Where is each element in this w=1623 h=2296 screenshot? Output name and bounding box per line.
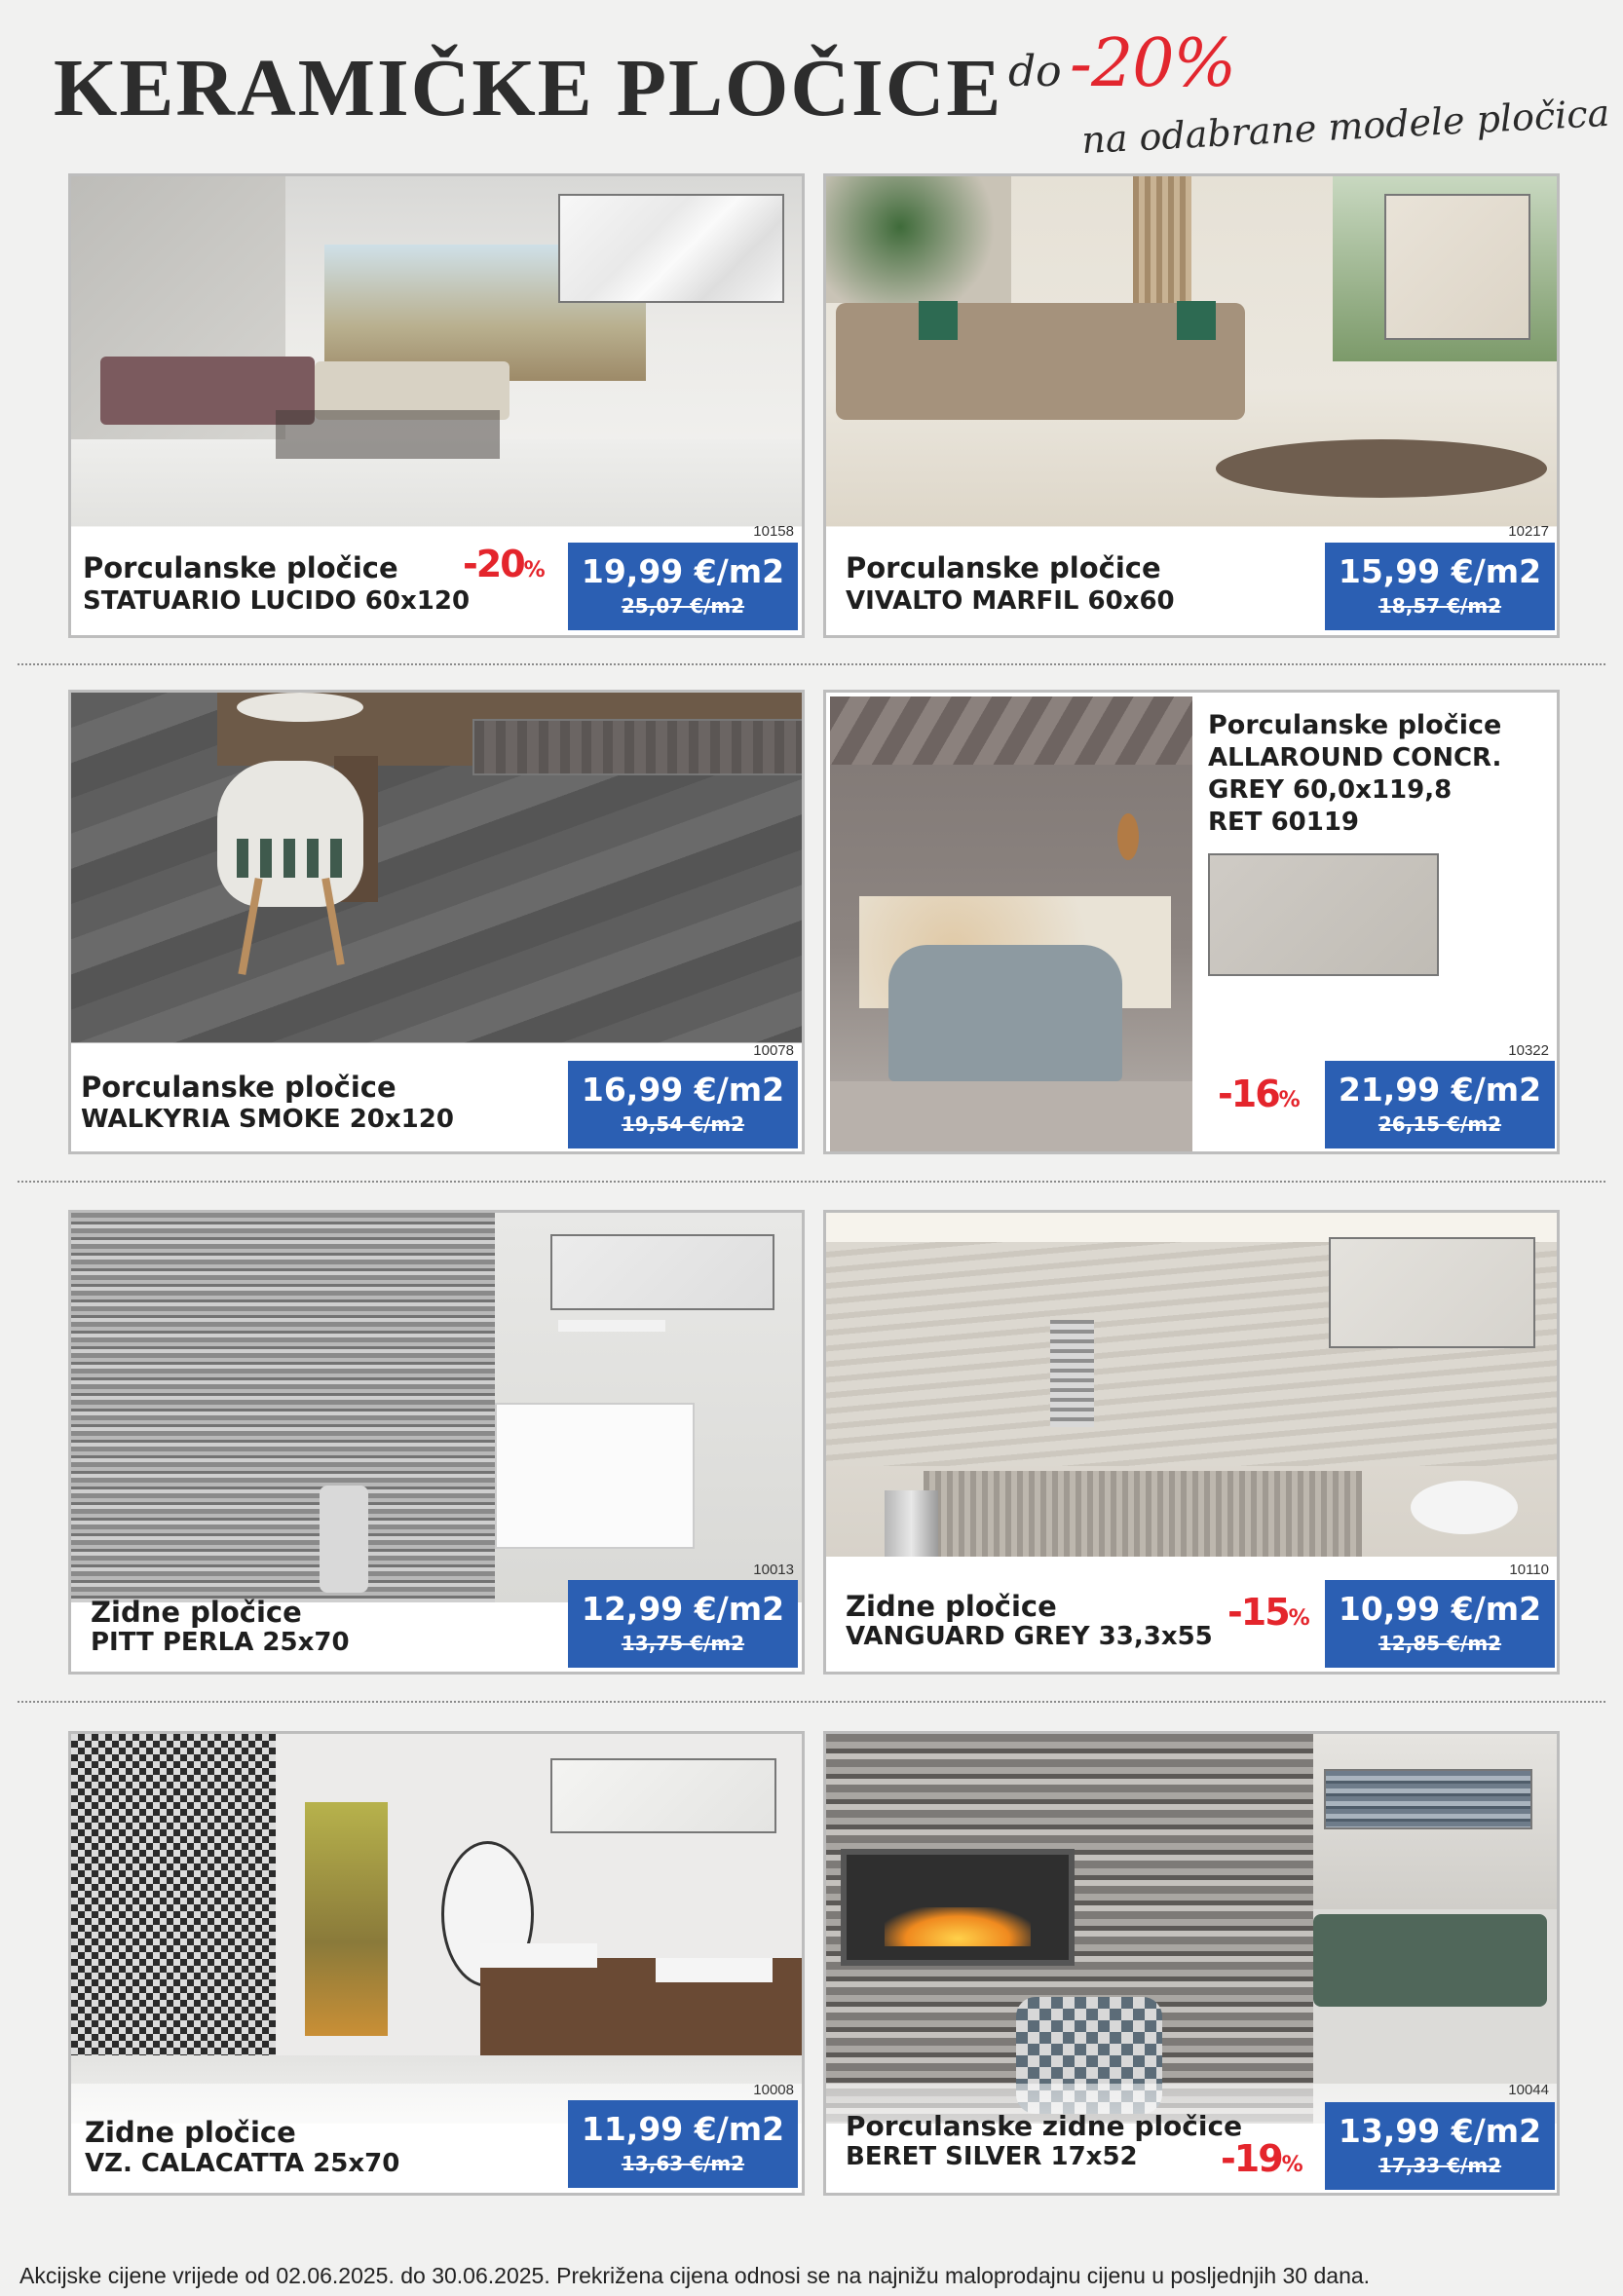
product-type: Zidne pločice [846, 1590, 1057, 1623]
price-box [1325, 1580, 1555, 1668]
product-code: 10008 [753, 2082, 794, 2098]
promo-subtitle: na odabrane modele pločica [1080, 91, 1611, 163]
old-price: 25,07 €/m2 [621, 594, 745, 618]
tile-swatch [558, 194, 784, 303]
product-name: ALLAROUND CONCR. [1208, 743, 1502, 772]
product-code: 10110 [1509, 1562, 1549, 1578]
product-type: Porculanske pločice [846, 551, 1161, 584]
old-price: 13,75 €/m2 [621, 1632, 745, 1655]
row-divider [18, 663, 1605, 665]
price-box [1325, 1061, 1555, 1148]
price-box [1325, 543, 1555, 630]
product-name: BERET SILVER 17x52 [846, 2142, 1138, 2171]
product-type: Zidne pločice [85, 2116, 296, 2149]
product-card[interactable] [68, 1210, 805, 1675]
old-price: 26,15 €/m2 [1378, 1112, 1502, 1136]
product-type: Porculanske pločice [83, 551, 398, 584]
page-title: KERAMIČKE PLOČICE [54, 43, 1003, 133]
discount-badge: -16% [1218, 1073, 1301, 1115]
product-name: PITT PERLA 25x70 [91, 1628, 350, 1657]
product-card[interactable] [823, 690, 1560, 1154]
product-name: VANGUARD GREY 33,3x55 [846, 1622, 1213, 1651]
product-type: Zidne pločice [91, 1596, 302, 1629]
discount-badge: -20% [463, 543, 546, 585]
tile-swatch [1208, 853, 1439, 976]
product-card[interactable] [823, 1731, 1560, 2196]
promo-prefix: do [1008, 47, 1062, 96]
price: 13,99 €/m2 [1338, 2112, 1542, 2150]
product-code: 10044 [1508, 2082, 1549, 2098]
tile-swatch [472, 719, 804, 775]
product-type: Porculanske pločice [1208, 710, 1502, 740]
tile-swatch [550, 1234, 774, 1310]
price: 12,99 €/m2 [581, 1590, 785, 1628]
product-code: 10158 [753, 523, 794, 540]
old-price: 13,63 €/m2 [621, 2152, 745, 2175]
price-box [568, 1580, 798, 1668]
product-name: VZ. CALACATTA 25x70 [85, 2149, 400, 2178]
product-card[interactable] [68, 1731, 805, 2196]
product-name: GREY 60,0x119,8 [1208, 775, 1453, 805]
product-photo [830, 696, 1192, 1152]
discount-badge: -15% [1227, 1591, 1310, 1634]
old-price: 17,33 €/m2 [1378, 2154, 1502, 2177]
product-name: WALKYRIA SMOKE 20x120 [81, 1105, 454, 1134]
product-card[interactable] [823, 173, 1560, 638]
promo-discount: -20% [1070, 25, 1236, 102]
price-box [568, 2100, 798, 2188]
price-box [1325, 2102, 1555, 2190]
tile-swatch [1329, 1237, 1535, 1348]
price-box [568, 1061, 798, 1148]
tile-swatch [1324, 1769, 1532, 1829]
price: 21,99 €/m2 [1338, 1071, 1542, 1109]
product-card[interactable] [68, 173, 805, 638]
product-name: VIVALTO MARFIL 60x60 [846, 586, 1175, 616]
price: 19,99 €/m2 [581, 552, 785, 590]
old-price: 18,57 €/m2 [1378, 594, 1502, 618]
row-divider [18, 1701, 1605, 1703]
old-price: 12,85 €/m2 [1378, 1632, 1502, 1655]
product-name: STATUARIO LUCIDO 60x120 [83, 586, 471, 616]
price: 10,99 €/m2 [1338, 1590, 1542, 1628]
product-code: 10322 [1508, 1042, 1549, 1059]
product-card[interactable] [68, 690, 805, 1154]
tile-swatch [550, 1758, 776, 1833]
product-type: Porculanske pločice [81, 1071, 396, 1104]
price: 11,99 €/m2 [581, 2110, 785, 2148]
tile-swatch [1384, 194, 1530, 340]
price: 15,99 €/m2 [1338, 552, 1542, 590]
footer-note: Akcijske cijene vrijede od 02.06.2025. do 30.06.2025. Prekrižena cijena odnosi se na najnižu maloprodajnu cijenu u posljednjih 30 dana. [19, 2263, 1371, 2288]
row-divider [18, 1181, 1605, 1183]
product-code: 10217 [1508, 523, 1549, 540]
product-name: RET 60119 [1208, 808, 1360, 837]
price: 16,99 €/m2 [581, 1071, 785, 1109]
old-price: 19,54 €/m2 [621, 1112, 745, 1136]
product-code: 10013 [753, 1562, 794, 1578]
product-card[interactable] [823, 1210, 1560, 1675]
product-code: 10078 [753, 1042, 794, 1059]
price-box [568, 543, 798, 630]
product-type: Porculanske zidne pločice [846, 2110, 1243, 2142]
discount-badge: -19% [1221, 2137, 1303, 2180]
